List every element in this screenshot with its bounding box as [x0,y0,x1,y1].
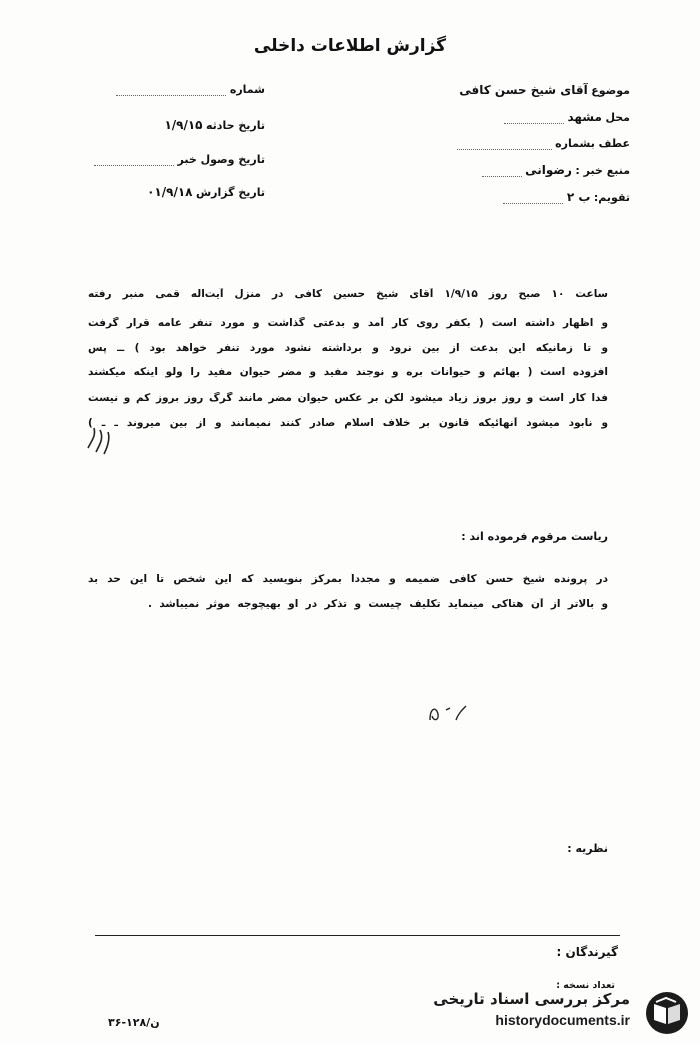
evaluation-dots [503,191,563,204]
ref-dots [457,137,552,150]
receipt-dots [94,153,174,166]
watermark-url: historydocuments.ir [495,1012,630,1028]
subject-value: آقای شیخ حسن کافی [459,83,588,97]
incident-date-label: تاریخ حادثه [206,119,265,132]
form-reference: ن/۱۲۸-۳۶ [108,1016,160,1029]
ref-field [457,137,630,150]
place-dots [504,111,564,124]
ref-label: عطف بشماره [555,137,630,150]
body-line-4: افزوده است ( بهائم و حیوانات بره و نوجند مفید و مضر حیوان مفید را ولو اینکه میکشند [88,366,608,378]
body-line-1: ساعت ۱۰ صبح روز ۱/۹/۱۵ آقای شیخ حسین کافی در منزل آیت‌اله قمی منبر رفته [88,288,608,300]
receipt-date-field [105,153,265,166]
evaluation-field [503,190,630,204]
report-title: گزارش اطلاعات داخلی [253,36,447,56]
directive-label: ریاست مرقوم فرموده اند : [461,530,608,543]
handwritten-initials-icon [426,700,470,726]
place-field [504,110,630,124]
book-logo-icon [644,990,690,1036]
place-label: محل [605,111,630,124]
recipients-label: گیرندگان : [556,945,618,959]
watermark-logo [420,990,690,1036]
source-field [482,163,630,177]
body-line-3: و تا زمانیکه این بدعت از بین نرود و برداشته نشود مورد تنفر خواهد بود ) ــ پس [88,342,608,354]
place-value: مشهد [567,110,602,124]
evaluation-label: تقویم: [593,191,630,204]
body-line-6: و نابود میشود آنهائیکه قانون بر خلاف اسلام صادر کنند نمیمانند و از بین میروند ـ ـ ) [88,417,608,429]
report-date-value: ۰۱/۹/۱۸ [147,185,193,199]
body-line-5: فدا کار است و روز بروز زیاد میشود لکن بر عکس حیوان مضر مانند گرگ روز بروز کم و نیست [88,392,608,404]
directive-line-1: در پرونده شیخ حسن کافی ضمیمه و مجدداً بمرکز بنویسید که این شخص تا این حد بد [88,573,608,585]
subject-field [459,83,630,97]
receipt-date-label: تاریخ وصول خبر [177,153,265,166]
report-date-label: تاریخ گزارش [195,186,265,199]
copies-label: تعداد نسخه : [556,980,615,991]
margin-scribble-icon [82,418,116,460]
opinion-label: نظریه : [567,842,608,855]
number-field [105,83,265,96]
source-label: منبع خبر : [575,164,630,177]
source-dots [482,164,522,177]
evaluation-value: ب ۲ [566,190,591,204]
number-dots [116,83,226,96]
footer-divider [95,935,620,936]
incident-date-value: ۱/۹/۱۵ [164,118,203,132]
subject-label: موضوع [591,84,630,97]
source-value: رضوانی [525,163,572,177]
number-label: شماره [229,83,265,96]
directive-line-2: و بالاتر از آن هتاکی مینماید تکلیف چیست و تذکر در او بهیچوجه موثر نمیباشد . [148,598,608,610]
watermark-title: مرکز بررسی اسناد تاریخی [433,990,630,1008]
body-line-2: و اظهار داشته است ( بکفر روی کار آمد و بدعتی گذاشت و مورد تنفر عامه قرار گرفت [88,317,608,329]
incident-date-field [105,118,265,132]
report-date-field [105,185,265,199]
